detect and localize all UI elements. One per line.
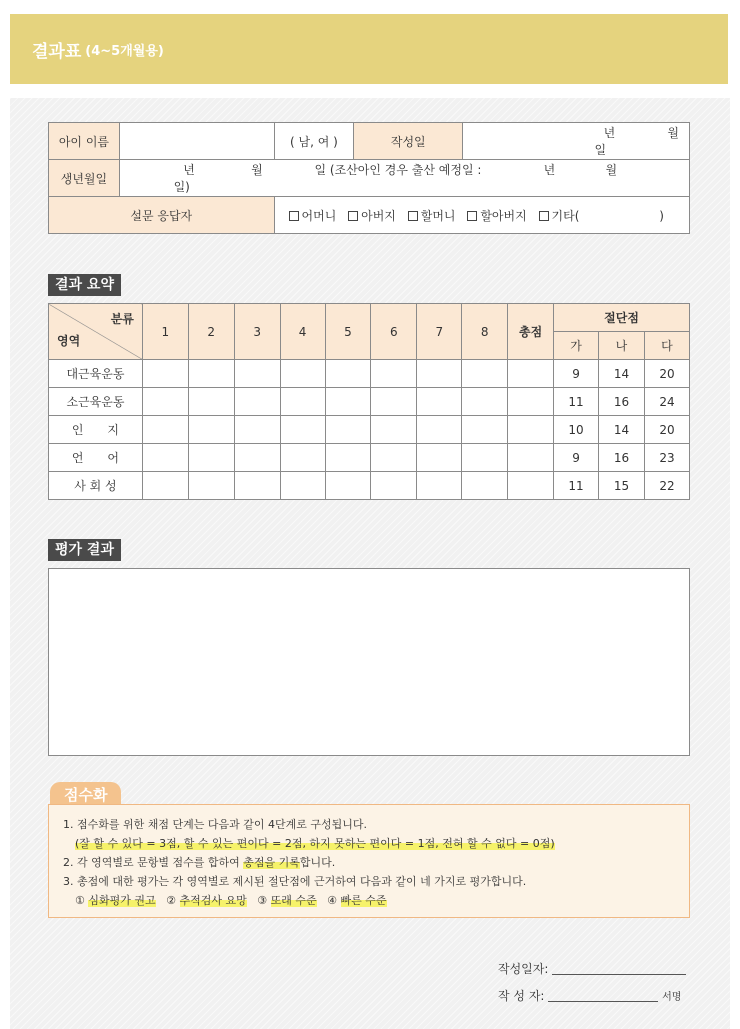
signature-suffix: 서명: [662, 992, 682, 1003]
score-cell[interactable]: [188, 416, 234, 444]
score-cell[interactable]: [371, 444, 417, 472]
cutoff-cell: 22: [644, 472, 689, 500]
score-cell[interactable]: [188, 388, 234, 416]
score-cell[interactable]: [417, 472, 462, 500]
cutoff-cell: 16: [599, 444, 645, 472]
page-header: [10, 14, 728, 84]
birth-month-unit: 월: [251, 163, 263, 177]
domain-label: 영역: [57, 334, 81, 348]
total-cell[interactable]: [508, 416, 554, 444]
score-cell[interactable]: [280, 388, 325, 416]
scoring-box: [48, 804, 690, 918]
score-cell[interactable]: [371, 388, 417, 416]
domain-row-label: 사 회 성: [49, 472, 143, 500]
score-cell[interactable]: [462, 444, 508, 472]
score-cell[interactable]: [325, 416, 371, 444]
summary-row: [49, 472, 690, 500]
summary-tag: 결과 요약: [48, 274, 121, 296]
checkbox-icon: [539, 211, 549, 221]
score-cell[interactable]: [142, 360, 188, 388]
score-cell[interactable]: [234, 360, 280, 388]
score-cell[interactable]: [371, 360, 417, 388]
total-cell[interactable]: [508, 360, 554, 388]
scoring-line-2: 2. 각 영역별로 문항별 점수를 합하여 총점을 기록합니다.: [63, 856, 336, 869]
summary-row: [49, 444, 690, 472]
score-cell[interactable]: [325, 388, 371, 416]
summary-table: [48, 303, 690, 500]
page-title: 결과표: [32, 41, 82, 62]
score-cell[interactable]: [462, 472, 508, 500]
category-domain-header: [49, 304, 143, 360]
col-header: 3: [234, 304, 280, 360]
birth-day-note: 일 (조산아인 경우 출산 예정일 :: [314, 163, 482, 177]
cutoff-cell: 23: [644, 444, 689, 472]
domain-row-label: 언 어: [49, 444, 143, 472]
child-name-label: 아이 이름: [49, 123, 120, 160]
cutoff-cell: 20: [644, 416, 689, 444]
cutoff-cell: 20: [644, 360, 689, 388]
respondent-mother[interactable]: 어머니: [289, 207, 337, 224]
cutoff-cell: 11: [554, 472, 599, 500]
form-sheet: [10, 98, 730, 1029]
evaluation-tag: 평가 결과: [48, 539, 121, 561]
score-cell[interactable]: [371, 472, 417, 500]
score-cell[interactable]: [417, 360, 462, 388]
cutoff-cell: 24: [644, 388, 689, 416]
total-header: 총점: [508, 304, 554, 360]
score-cell[interactable]: [234, 416, 280, 444]
page-subtitle: (4~5개월용): [85, 43, 164, 59]
other-close: ): [659, 208, 664, 223]
cutoff-cell: 11: [554, 388, 599, 416]
score-cell[interactable]: [325, 444, 371, 472]
birth-date-field[interactable]: [119, 160, 689, 197]
category-label: 분류: [110, 312, 134, 326]
info-table: [48, 122, 690, 234]
score-cell[interactable]: [417, 444, 462, 472]
cutoff-cell: 9: [554, 360, 599, 388]
score-cell[interactable]: [325, 472, 371, 500]
score-cell[interactable]: [280, 360, 325, 388]
score-cell[interactable]: [142, 472, 188, 500]
total-cell[interactable]: [508, 388, 554, 416]
child-name-field[interactable]: [119, 123, 274, 160]
score-cell[interactable]: [234, 472, 280, 500]
col-header: 5: [325, 304, 371, 360]
signature-date: [498, 960, 686, 977]
cutoff-cell: 16: [599, 388, 645, 416]
month-unit: 월: [667, 126, 679, 140]
score-cell[interactable]: [280, 444, 325, 472]
evaluation-textbox[interactable]: [48, 568, 690, 756]
score-cell[interactable]: [234, 444, 280, 472]
total-cell[interactable]: [508, 472, 554, 500]
checkbox-icon: [289, 211, 299, 221]
summary-row: [49, 360, 690, 388]
due-month-unit: 월: [605, 163, 618, 177]
checkbox-icon: [467, 211, 477, 221]
respondent-label: 설문 응답자: [49, 197, 275, 234]
gender-field[interactable]: ( 남, 여 ): [274, 123, 354, 160]
col-header: 6: [371, 304, 417, 360]
score-cell[interactable]: [188, 472, 234, 500]
cutoff-cell: 10: [554, 416, 599, 444]
cutoff-col-header: 가: [554, 332, 599, 360]
scoring-tag: 점수화: [50, 782, 121, 809]
score-cell[interactable]: [325, 360, 371, 388]
birth-label: 생년월일: [49, 160, 120, 197]
score-cell[interactable]: [142, 444, 188, 472]
score-cell[interactable]: [280, 416, 325, 444]
score-cell[interactable]: [417, 388, 462, 416]
cutoff-cell: 14: [599, 360, 645, 388]
cutoff-cell: 9: [554, 444, 599, 472]
col-header: 1: [142, 304, 188, 360]
score-cell[interactable]: [234, 388, 280, 416]
total-cell[interactable]: [508, 444, 554, 472]
summary-row: [49, 416, 690, 444]
scoring-line-3: 3. 총점에 대한 평가는 각 영역별로 제시된 절단점에 근거하여 다음과 같이 네 가지로 평가합니다.: [63, 875, 527, 888]
year-unit: 년: [603, 126, 616, 140]
domain-row-label: 대근육운동: [49, 360, 143, 388]
score-cell[interactable]: [417, 416, 462, 444]
respondent-grandmother[interactable]: 할머니: [408, 207, 456, 224]
cutoff-cell: 15: [599, 472, 645, 500]
checkbox-icon: [348, 211, 358, 221]
written-date-field[interactable]: [463, 123, 690, 160]
scoring-options: ① 심화평가 권고 ② 추적검사 요망 ③ 또래 수준 ④ 빠른 수준: [75, 894, 387, 907]
col-header: 8: [462, 304, 508, 360]
cutoff-header: 절단점: [554, 304, 690, 332]
signature-writer-label: 작 성 자:: [498, 989, 545, 1003]
scoring-line-1b: (잘 할 수 있다 = 3점, 할 수 있는 편이다 = 2점, 하지 못하는 편이다 = 1점, 전혀 할 수 없다 = 0점): [75, 837, 555, 850]
respondent-grandfather[interactable]: 할아버지: [467, 207, 526, 224]
checkbox-icon: [408, 211, 418, 221]
score-cell[interactable]: [462, 388, 508, 416]
score-cell[interactable]: [462, 360, 508, 388]
scoring-line-1: 1. 점수화를 위한 채점 단계는 다음과 같이 4단계로 구성됩니다.: [63, 818, 367, 831]
signature-date-field[interactable]: [552, 974, 686, 975]
respondent-father[interactable]: 아버지: [348, 207, 396, 224]
score-cell[interactable]: [188, 360, 234, 388]
due-year-unit: 년: [543, 163, 556, 177]
signature-writer-field[interactable]: [548, 1001, 658, 1002]
score-cell[interactable]: [142, 416, 188, 444]
score-cell[interactable]: [280, 472, 325, 500]
cutoff-col-header: 다: [644, 332, 689, 360]
respondent-other[interactable]: 기타(: [539, 207, 580, 224]
score-cell[interactable]: [462, 416, 508, 444]
signature-writer: [498, 987, 681, 1004]
signature-date-label: 작성일자:: [498, 962, 549, 976]
due-day-unit: 일): [173, 180, 190, 194]
domain-row-label: 소근육운동: [49, 388, 143, 416]
col-header: 7: [417, 304, 462, 360]
cutoff-cell: 14: [599, 416, 645, 444]
score-cell[interactable]: [371, 416, 417, 444]
summary-row: [49, 388, 690, 416]
col-header: 4: [280, 304, 325, 360]
day-unit: 일: [594, 143, 607, 157]
domain-row-label: 인 지: [49, 416, 143, 444]
score-cell[interactable]: [142, 388, 188, 416]
cutoff-col-header: 나: [599, 332, 645, 360]
written-date-label: 작성일: [354, 123, 463, 160]
col-header: 2: [188, 304, 234, 360]
respondent-options: [274, 197, 689, 234]
score-cell[interactable]: [188, 444, 234, 472]
birth-year-unit: 년: [183, 163, 195, 177]
